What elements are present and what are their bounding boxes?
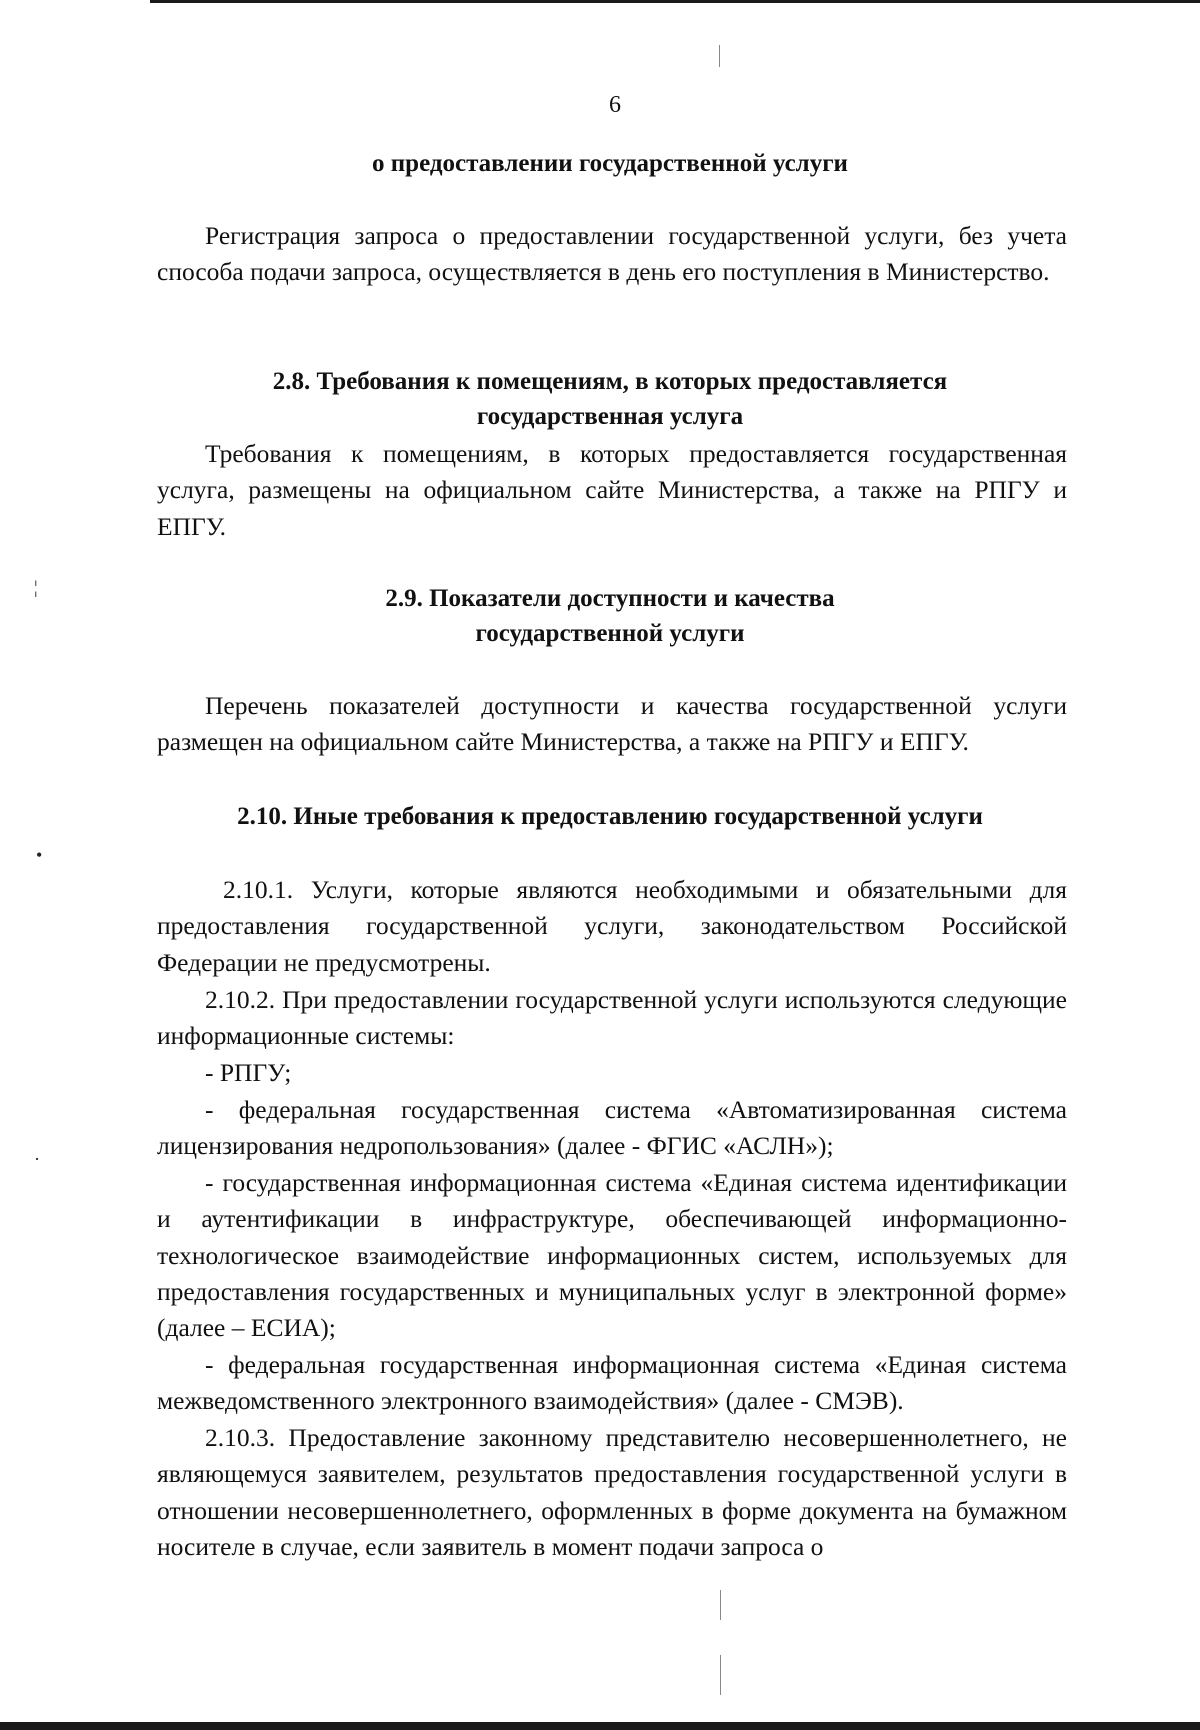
section-2-9-title-line2: государственной услуги <box>475 620 745 647</box>
section-2-9-text: Перечень показателей доступности и качества государственной услуги размещен на официальном сайте Министерства, а также на РПГУ и ЕПГУ. <box>157 691 1067 757</box>
scan-speck: • <box>36 845 43 865</box>
section-2-10-title: 2.10. Иные требования к предоставлению государственной услуги <box>237 803 983 830</box>
scan-speck: · <box>34 1149 40 1169</box>
section-2-8-title-line1: 2.8. Требования к помещениям, в которых предоставляется <box>272 368 948 395</box>
scan-mark <box>720 1655 721 1695</box>
page-number: 6 <box>609 92 621 118</box>
scan-bottom-edge <box>0 1722 1200 1730</box>
heading-continuation: о предоставлении государственной услуги <box>372 150 848 177</box>
section-2-9-title-line1: 2.9. Показатели доступности и качества <box>385 585 835 612</box>
list-item-rpgu: - РПГУ; <box>205 1058 292 1087</box>
scan-mark <box>720 1590 721 1620</box>
section-2-10-2: 2.10.2. При предоставлении государственной услуги используются следующие информационные системы: <box>157 985 1067 1051</box>
list-item-smev: - федеральная государственная информационная система «Единая система межведомственного электронного взаимодействия» (далее - СМЭВ). <box>157 1350 1067 1416</box>
paragraph-registration: Регистрация запроса о предоставлении государственной услуги, без учета способа подачи запроса, осуществляется в день его поступления в Министерство. <box>157 221 1067 287</box>
scan-speck: ¦ <box>34 577 38 597</box>
scan-top-edge <box>150 0 1200 3</box>
section-2-8-text: Требования к помещениям, в которых предоставляется государственная услуга, размещены на официальном сайте Министерства, а также на РПГУ и ЕПГУ. <box>157 439 1067 541</box>
section-2-10-1: 2.10.1. Услуги, которые являются необходимыми и обязательными для предоставления государственной услуги, законодательством Российской Федерации не предусмотрены. <box>157 875 1067 977</box>
section-2-10-3: 2.10.3. Предоставление законному представителю несовершеннолетнего, не являющемуся заявителем, результатов предоставления государственной услуги в отношении несовершеннолетнего, оформленных в форме документа на бумажном носителе в случае, если заявитель в момент подачи запроса о <box>157 1423 1067 1561</box>
list-item-fgis-asln: - федеральная государственная система «Автоматизированная система лицензирования недропользования» (далее - ФГИС «АСЛН»); <box>157 1095 1067 1161</box>
list-item-esia: - государственная информационная система «Единая система идентификации и аутентификации в инфраструктуре, обеспечивающей информационно-технологическое взаимодействие информационных систем, используемых для предоставления государственных и муниципальных услуг в электронной форме» (далее – ЕСИА); <box>157 1168 1067 1343</box>
scan-mark <box>719 45 720 67</box>
section-2-8-title-line2: государственная услуга <box>476 403 744 430</box>
